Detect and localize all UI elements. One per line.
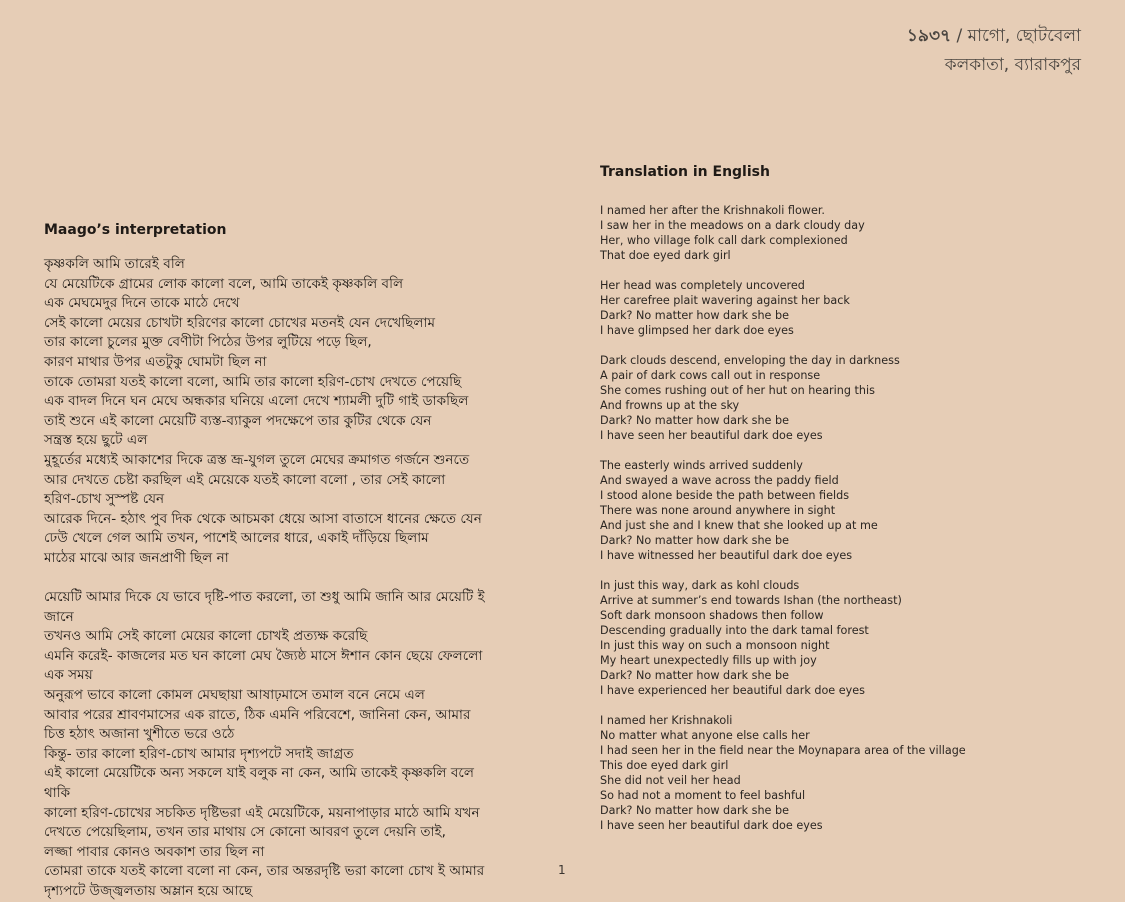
translation-line: Dark? No matter how dark she be [600, 309, 789, 322]
translation-line: I have seen her beautiful dark doe eyes [600, 429, 823, 442]
bengali-line: হরিণ-চোখ সুস্পষ্ট যেন [44, 491, 165, 508]
translation-line: Soft dark monsoon shadows then follow [600, 609, 824, 622]
bengali-line: সন্ত্রস্ত হয়ে ছুটে এল [44, 432, 148, 449]
bengali-line: জানে [44, 608, 74, 625]
bengali-line: তাই শুনে এই কালো মেয়েটি ব্যস্ত-ব্যাকুল পদক্ষেপে তার কুটির থেকে যেন [44, 412, 432, 429]
translation-title: Translation in English [600, 164, 770, 180]
translation-line: I have witnessed her beautiful dark doe eyes [600, 549, 853, 562]
translation-line: I named her after the Krishnakoli flower. [600, 204, 825, 217]
translation-line: This doe eyed dark girl [600, 759, 729, 772]
page-header [907, 22, 1081, 80]
translation-line: A pair of dark cows call out in response [600, 369, 821, 382]
bengali-line: আবার পরের শ্রাবণমাসের এক রাতে, ঠিক এমনি পরিবেশে, জানিনা কেন, আমার [44, 706, 471, 723]
translation-stanza [600, 353, 1100, 443]
translation-stanza [600, 203, 1100, 263]
bengali-line: কারণ মাথার উপর এতটুকু ঘোমটা ছিল না [44, 353, 267, 370]
bengali-line: দৃশ্যপটে উজ্জ্বলতায় অম্লান হয়ে আছে [44, 883, 253, 899]
bengali-line: এমনি করেই- কাজলের মত ঘন কালো মেঘ জ্যৈষ্ঠ মাসে ঈশান কোন ছেয়ে ফেললো [44, 647, 483, 664]
bengali-line: দেখতে পেয়েছিলাম, তখন তার মাথায় সে কোনো আবরণ তুলে দেয়নি তাই, [44, 824, 446, 841]
bengali-interpretation-text [44, 255, 534, 902]
bengali-line: সেই কালো মেয়ের চোখটা হরিণের কালো চোখের মতনই যেন দেখেছিলাম [44, 314, 436, 331]
bengali-line: কিন্তু- তার কালো হরিণ-চোখ আমার দৃশ্যপটে সদাই জাগ্রত [44, 745, 354, 762]
translation-line: There was none around anywhere in sight [600, 504, 836, 517]
translation-line: And frowns up at the sky [600, 399, 740, 412]
translation-line: And swayed a wave across the paddy field [600, 474, 839, 487]
bengali-line: মুহূর্তের মধ্যেই আকাশের দিকে ত্রস্ত ভ্রূ-যুগল তুলে মেঘের ক্রমাগত গর্জনে শুনতে [44, 451, 470, 468]
translation-stanza [600, 713, 1100, 833]
translation-line: I have glimpsed her dark doe eyes [600, 324, 794, 337]
bengali-line: এক বাদল দিনে ঘন মেঘে অন্ধকার ঘনিয়ে এলো দেখে শ্যামলী দুটি গাই ডাকছিল [44, 393, 469, 410]
header-title: মাগো, ছোটবেলা [967, 26, 1081, 46]
translation-line: Dark clouds descend, enveloping the day in darkness [600, 354, 900, 367]
translation-line: Arrive at summer’s end towards Ishan (the northeast) [600, 594, 902, 607]
bengali-line: মেয়েটি আমার দিকে যে ভাবে দৃষ্টি-পাত করলো, তা শুধু আমি জানি আর মেয়েটি ই [44, 589, 485, 606]
translation-line: Her, who village folk call dark complexioned [600, 234, 848, 247]
translation-line: That doe eyed dark girl [600, 249, 731, 262]
translation-line: My heart unexpectedly fills up with joy [600, 654, 817, 667]
translation-line: Dark? No matter how dark she be [600, 669, 789, 682]
translation-line: I named her Krishnakoli [600, 714, 733, 727]
header-location: কলকাতা, ব্যারাকপুর [944, 55, 1081, 75]
header-separator: / [951, 26, 968, 46]
translation-line: I have seen her beautiful dark doe eyes [600, 819, 823, 832]
bengali-line: তার কালো চুলের মুক্ত বেণীটা পিঠের উপর লুটিয়ে পড়ে ছিল, [44, 334, 372, 351]
bengali-line: কৃষ্ণকলি আমি তারেই বলি [44, 256, 185, 272]
bengali-line: অনুরূপ ভাবে কালো কোমল মেঘছায়া আষাঢ়মাসে তমাল বনে নেমে এল [44, 687, 425, 704]
translation-line: Dark? No matter how dark she be [600, 804, 789, 817]
translation-line: In just this way on such a monsoon night [600, 639, 830, 652]
translation-line: I stood alone beside the path between fields [600, 489, 850, 502]
translation-line: So had not a moment to feel bashful [600, 789, 806, 802]
maago-interpretation-title: Maago’s interpretation [44, 222, 227, 238]
translation-stanza [600, 458, 1100, 563]
english-translation-text [600, 203, 1100, 848]
translation-stanza [600, 578, 1100, 698]
bengali-line: তখনও আমি সেই কালো মেয়ের কালো চোখই প্রত্যক্ষ করেছি [44, 628, 368, 645]
translation-line: I have experienced her beautiful dark doe eyes [600, 684, 865, 697]
bengali-line: আরেক দিনে- হঠাৎ পুব দিক থেকে আচমকা ধেয়ে আসা বাতাসে ধানের ক্ষেতে যেন [44, 510, 482, 527]
translation-line: In just this way, dark as kohl clouds [600, 579, 800, 592]
bengali-line: এই কালো মেয়েটিকে অন্য সকলে যাই বলুক না কেন, আমি তাকেই কৃষ্ণকলি বলে [44, 765, 475, 782]
bengali-line: ঢেউ খেলে গেল আমি তখন, পাশেই আলের ধারে, একাই দাঁড়িয়ে ছিলাম [44, 530, 429, 547]
translation-line: The easterly winds arrived suddenly [600, 459, 803, 472]
translation-line: Her carefree plait wavering against her back [600, 294, 850, 307]
bengali-line: এক সময় [44, 667, 93, 684]
translation-line: She did not veil her head [600, 774, 741, 787]
translation-line: No matter what anyone else calls her [600, 729, 810, 742]
bengali-line: তাকে তোমরা যতই কালো বলো, আমি তার কালো হরিণ-চোখ দেখতে পেয়েছি [44, 373, 462, 390]
translation-line: Her head was completely uncovered [600, 279, 805, 292]
header-year: ১৯৩৭ [906, 26, 952, 46]
translation-line: Dark? No matter how dark she be [600, 534, 789, 547]
translation-stanza [600, 278, 1100, 338]
translation-line: I had seen her in the field near the Moynapara area of the village [600, 744, 966, 757]
stanza-gap [44, 569, 534, 589]
translation-line: Descending gradually into the dark tamal forest [600, 624, 869, 637]
translation-line: And just she and I knew that she looked up at me [600, 519, 878, 532]
translation-line: I saw her in the meadows on a dark cloudy day [600, 219, 865, 232]
bengali-line: মাঠের মাঝে আর জনপ্রাণী ছিল না [44, 549, 229, 566]
bengali-line: কালো হরিণ-চোখের সচকিত দৃষ্টিভরা এই মেয়েটিকে, ময়নাপাড়ার মাঠে আমি যখন [44, 804, 480, 821]
bengali-line: এক মেঘমেদুর দিনে তাকে মাঠে দেখে [44, 295, 240, 312]
translation-line: She comes rushing out of her hut on hearing this [600, 384, 875, 397]
bengali-line: লজ্জা পাবার কোনও অবকাশ তার ছিল না [44, 843, 265, 860]
translation-line: Dark? No matter how dark she be [600, 414, 789, 427]
bengali-line: চিত্ত হঠাৎ অজানা খুশীতে ভরে ওঠে [44, 726, 235, 743]
bengali-line: যে মেয়েটিকে গ্রামের লোক কালো বলে, আমি তাকেই কৃষ্ণকলি বলি [44, 275, 404, 292]
bengali-line: থাকি [44, 785, 71, 802]
bengali-line: তোমরা তাকে যতই কালো বলো না কেন, তার অন্তরদৃষ্টি ভরা কালো চোখ ই আমার [44, 863, 485, 880]
bengali-line: আর দেখতে চেষ্টা করছিল এই মেয়েকে যতই কালো বলো , তার সেই কালো [44, 471, 446, 488]
page-number: 1 [558, 863, 566, 877]
header-title-line [907, 22, 1081, 51]
